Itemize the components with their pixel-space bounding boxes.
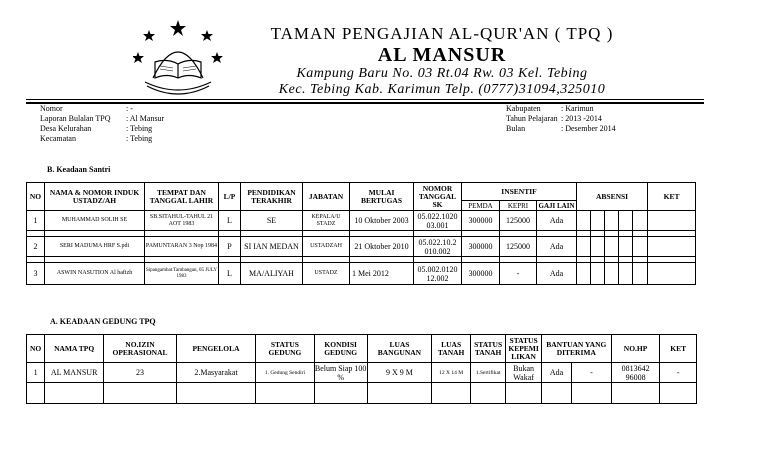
cell-nama: SERI MADUMA HRF S.pdi <box>45 237 145 257</box>
cell-absensi <box>619 211 633 231</box>
section-title-gedung: A. KEADAAN GEDUNG TPQ <box>50 317 156 326</box>
cell-mulai: 10 Oktober 2003 <box>350 211 414 231</box>
info-value: : Tebing <box>126 124 153 133</box>
cell-absensi <box>633 211 648 231</box>
col-lp: L/P <box>219 183 241 211</box>
cell-jabatan: USTADZAH <box>303 237 350 257</box>
table-row-empty <box>27 383 697 404</box>
col-nama-tpq: NAMA TPQ <box>45 335 104 363</box>
col-luas-tanah: LUAS TANAH <box>432 335 471 363</box>
cell-status-tanah: 1.Sertifikat <box>470 363 505 383</box>
col-ttl: TEMPAT DAN TANGGAL LAHIR <box>145 183 219 211</box>
info-row <box>40 124 164 134</box>
section-title-santri: B. Keadaan Santri <box>47 165 111 174</box>
cell-absensi <box>577 237 591 257</box>
col-ket: KET <box>660 335 697 363</box>
cell-absensi <box>605 263 619 285</box>
cell-kepri: 125000 <box>500 211 537 231</box>
col-kondisi: KONDISI GEDUNG <box>314 335 367 363</box>
header-divider <box>26 99 704 100</box>
address-line: Kampung Baru No. 03 Rt.04 Rw. 03 Kel. Tebing <box>296 66 588 81</box>
cell-no: 1 <box>27 363 45 383</box>
col-no: NO <box>27 183 45 211</box>
cell-no: 3 <box>27 263 45 285</box>
cell-kepemilikan: Bukan Wakaf <box>506 363 541 383</box>
cell-ket <box>648 211 696 231</box>
cell-absensi <box>577 263 591 285</box>
cell-nama-tpq: AL MANSUR <box>45 363 104 383</box>
table-row <box>27 211 696 231</box>
cell-pemda: 300000 <box>462 237 500 257</box>
info-row <box>40 104 164 114</box>
col-gaji: GAJI LAIN <box>537 201 577 211</box>
cell-kondisi: Belum Siap 100 % <box>314 363 367 382</box>
info-row <box>506 104 616 114</box>
cell-luas-tanah: 12 X 14 M <box>432 363 471 383</box>
cell-kepri: - <box>500 263 537 285</box>
col-bantuan: BANTUAN YANG DITERIMA <box>541 335 611 363</box>
cell-absensi <box>605 211 619 231</box>
col-kepri: KEPRI <box>500 201 537 211</box>
info-value: : Desember 2014 <box>561 124 616 133</box>
cell-absensi <box>633 263 648 285</box>
institution-title: AL MANSUR <box>377 44 507 66</box>
cell-lp: P <box>219 237 241 257</box>
info-row <box>506 114 616 124</box>
star-icon <box>201 30 213 41</box>
col-pendidikan: PENDIDIKAN TERAKHIR <box>241 183 303 211</box>
cell-sk: 05.022.1020 03.001 <box>414 211 462 231</box>
cell-mulai: 21 Oktober 2010 <box>350 237 414 257</box>
cell-ttl: Sipangambat Tambangan, 05 JULY 1983 <box>145 263 219 285</box>
star-icon <box>143 30 155 41</box>
cell-pendidikan: SE <box>241 211 303 231</box>
col-mulai: MULAI BERTUGAS <box>350 183 414 211</box>
cell-hp: 0813642 96008 <box>611 363 660 383</box>
star-icon <box>170 20 186 36</box>
star-icon <box>133 52 144 63</box>
cell-pemda: 300000 <box>462 263 500 285</box>
col-no: NO <box>27 335 45 363</box>
col-jabatan: JABATAN <box>303 183 350 211</box>
tpq-logo <box>133 18 223 100</box>
cell-izin: 23 <box>104 363 177 383</box>
cell-ket: - <box>660 363 697 383</box>
cell-mulai: 1 Mei 2012 <box>350 263 414 285</box>
col-status-tanah: STATUS TANAH <box>470 335 505 363</box>
cell-ket <box>648 237 696 257</box>
santri-table <box>26 182 696 285</box>
info-row <box>40 134 164 144</box>
col-kepemilikan: STATUS KEPEMI LIKAN <box>506 335 541 363</box>
cell-jabatan: USTADZ <box>303 263 350 285</box>
cell-pendidikan: MA/ALIYAH <box>241 263 303 285</box>
col-luas-bangunan: LUAS BANGUNAN <box>367 335 432 363</box>
cell-bantuan: Ada <box>541 363 571 383</box>
col-absensi: ABSENSI <box>577 183 648 211</box>
info-value: : Karimun <box>561 104 594 113</box>
info-label: Laporan Bulalan TPQ <box>40 114 111 123</box>
cell-status-gedung: 1. Gedung Sendiri <box>256 363 315 383</box>
col-pemda: PEMDA <box>462 201 500 211</box>
info-value: : - <box>126 104 133 113</box>
cell-luas-bangunan: 9 X 9 M <box>367 363 432 383</box>
report-info-right <box>506 104 616 134</box>
cell-absensi <box>619 237 633 257</box>
cell-nama: ASWIN NASUTION Al hafizh <box>45 263 145 285</box>
col-status-gedung: STATUS GEDUNG <box>256 335 315 363</box>
info-label: Nomor <box>40 104 63 113</box>
table-row <box>27 363 697 383</box>
gedung-table <box>26 334 697 404</box>
star-icon <box>211 52 223 63</box>
report-info-left <box>40 104 164 144</box>
col-hp: NO.HP <box>611 335 660 363</box>
cell-no: 2 <box>27 237 45 257</box>
cell-pendidikan: SI IAN MEDAN <box>241 237 303 257</box>
cell-kepri: 125000 <box>500 237 537 257</box>
cell-absensi <box>591 211 605 231</box>
info-label: Bulan <box>506 124 526 133</box>
cell-jabatan: KEPALA/U STADZ <box>303 211 350 231</box>
col-izin: NO.IZIN OPERASIONAL <box>104 335 177 363</box>
info-value: : Tebing <box>126 134 153 143</box>
table-row <box>27 237 696 257</box>
cell-lp: L <box>219 263 241 285</box>
info-row <box>506 124 616 134</box>
info-label: Tahun Pelajaran <box>506 114 558 123</box>
col-nama: NAMA & NOMOR INDUK USTADZ/AH <box>45 183 145 211</box>
cell-gaji: Ada <box>537 211 577 231</box>
cell-pemda: 300000 <box>462 211 500 231</box>
cell-bantuan: - <box>572 363 612 383</box>
info-label: Kabupaten <box>506 104 541 113</box>
col-pengelola: PENGELOLA <box>176 335 255 363</box>
cell-ket <box>648 263 696 285</box>
info-value: : Al Mansur <box>126 114 165 123</box>
col-sk: NOMOR TANGGAL SK <box>414 183 462 211</box>
cell-pengelola: 2.Masyarakat <box>176 363 255 383</box>
contact-line: Kec. Tebing Kab. Karimun Telp. (0777)31094,325010 <box>278 82 606 97</box>
cell-gaji: Ada <box>537 263 577 285</box>
letterhead <box>232 24 652 98</box>
info-label: Desa Kelurahan <box>40 124 92 133</box>
cell-no: 1 <box>27 211 45 231</box>
institution-name: TAMAN PENGAJIAN AL-QUR'AN ( TPQ ) <box>270 24 614 43</box>
table-row <box>27 263 696 285</box>
cell-ttl: SB.SITAHUL-TAHUL 21 AOT 1983 <box>145 211 219 231</box>
cell-absensi <box>591 263 605 285</box>
info-row <box>40 114 164 124</box>
cell-nama: MUHAMMAD SOLIH SE <box>45 211 145 231</box>
cell-absensi <box>619 263 633 285</box>
cell-lp: L <box>219 211 241 231</box>
cell-sk: 05.022.10.2 010.002 <box>414 237 462 257</box>
cell-absensi <box>577 211 591 231</box>
cell-ttl: PAMUNTARAN 3 Nop 1984 <box>145 237 219 257</box>
cell-absensi <box>591 237 605 257</box>
info-value: : 2013 -2014 <box>561 114 602 123</box>
col-insentif: INSENTIF <box>462 183 577 201</box>
cell-absensi <box>633 237 648 257</box>
info-label: Kecamatan <box>40 134 76 143</box>
col-ket: KET <box>648 183 696 211</box>
cell-sk: 05.002.0120 12.002 <box>414 263 462 285</box>
cell-gaji: Ada <box>537 237 577 257</box>
cell-absensi <box>605 237 619 257</box>
